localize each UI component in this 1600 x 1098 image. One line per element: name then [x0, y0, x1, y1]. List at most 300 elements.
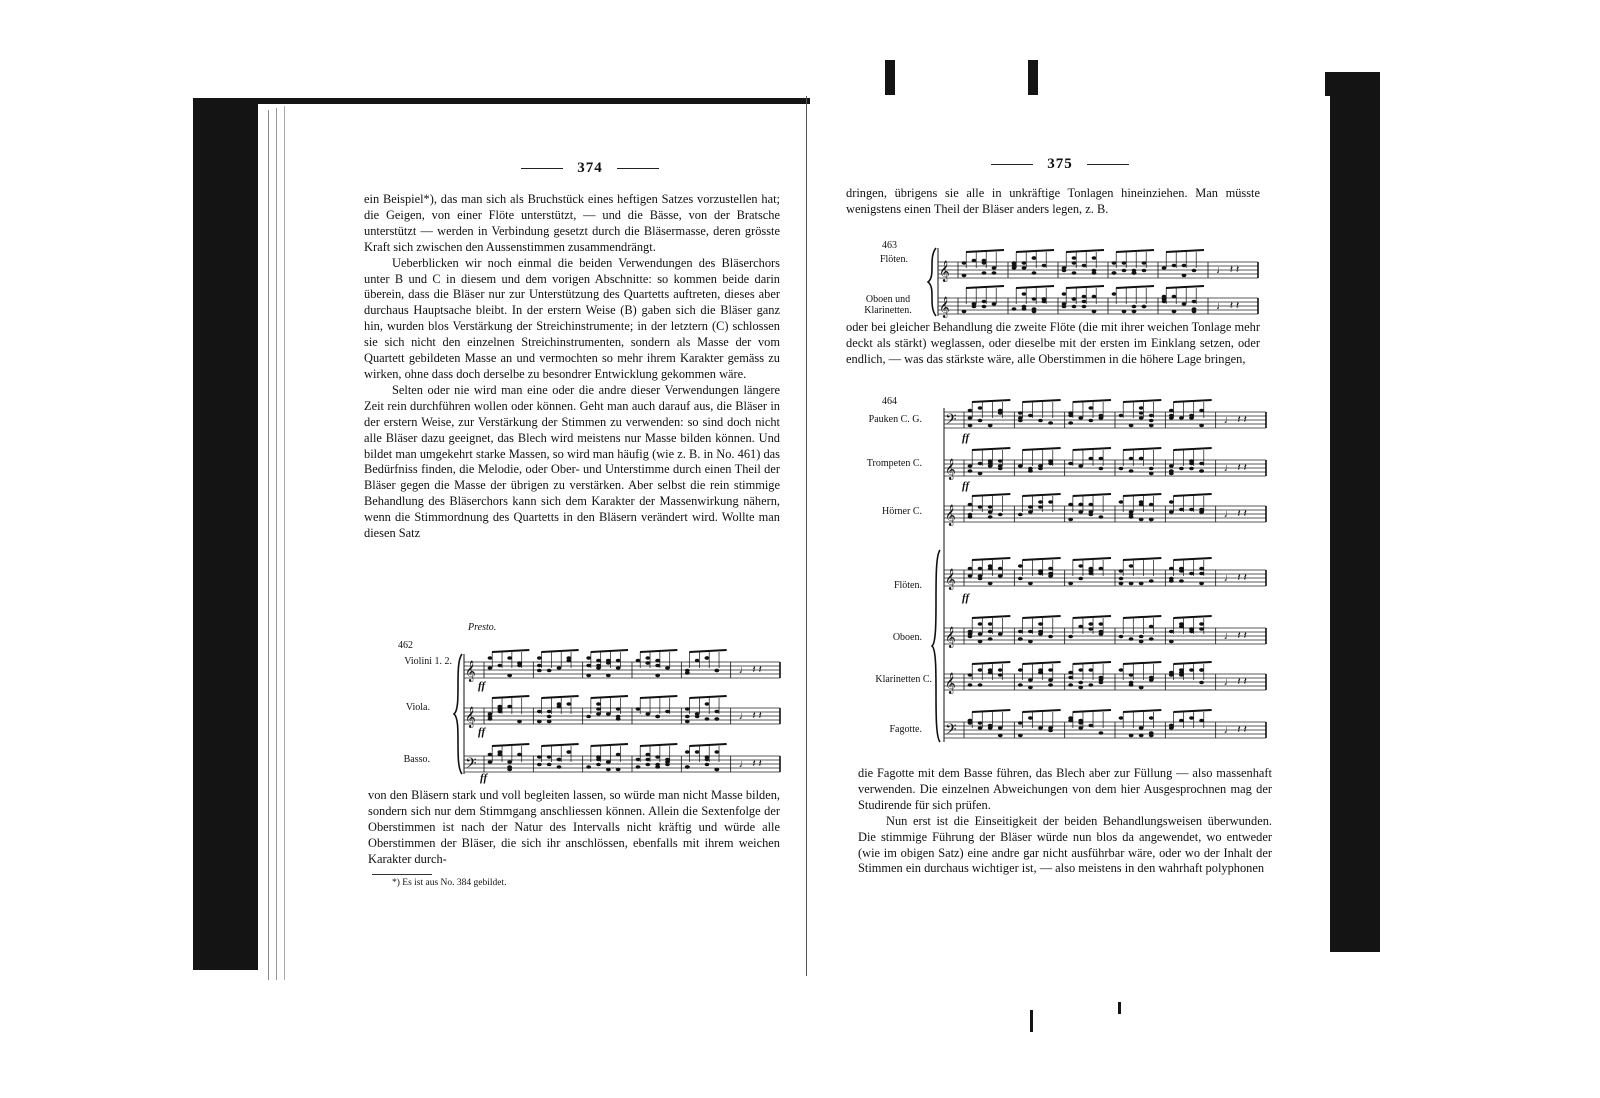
note-head [1068, 414, 1073, 417]
note-head [1182, 274, 1187, 277]
rest-icon: ♩ 𝄽 𝄽 [1223, 414, 1247, 426]
note-head [685, 720, 690, 723]
note-head [988, 464, 993, 467]
note-head [1162, 297, 1167, 300]
note-head [1068, 582, 1073, 585]
note-head [566, 702, 571, 705]
note-head [998, 734, 1003, 737]
note-head [1038, 622, 1043, 625]
note-head [1189, 462, 1194, 465]
note-head [1099, 414, 1104, 417]
note-head [1099, 630, 1104, 633]
note-head [705, 717, 710, 720]
note-head [1032, 256, 1037, 259]
note-head [1189, 508, 1194, 511]
note-head [1189, 467, 1194, 470]
staff-label-viola: Viola. [405, 702, 430, 713]
note-head [507, 674, 512, 677]
staff-label-floeten: Flöten. [879, 254, 908, 265]
note-head [1199, 424, 1204, 427]
note-head [1129, 673, 1134, 676]
paragraph: von den Bläsern stark und voll begleiten lassen, so würde man nicht Masse bilden, sondern sich nur dem Stimmgang anschliessen können. Allein die Sextenfolge der Oberstimmen ist nach der Natur des Intervalls nicht kräftig und würde alle Oberstimmen der Bläser, die sich ihr anschlössen, ebenfalls mit ihrem weichen Karakter durch- [368, 788, 780, 866]
note-head [1082, 305, 1087, 308]
note-head [655, 674, 660, 677]
note-head [1129, 515, 1134, 518]
note-head [1032, 310, 1037, 313]
note-head [1199, 627, 1204, 630]
note-head [547, 715, 552, 718]
note-head [1099, 567, 1104, 570]
note-head [978, 726, 983, 729]
note-head [488, 760, 493, 763]
note-head [1068, 503, 1073, 506]
note-head [1119, 500, 1124, 503]
note-head [1179, 719, 1184, 722]
note-head [1038, 500, 1043, 503]
note-head [1078, 686, 1083, 689]
note-head [1139, 503, 1144, 506]
note-head [488, 717, 493, 720]
note-head [1062, 305, 1067, 308]
note-head [1192, 269, 1197, 272]
note-head [566, 750, 571, 753]
note-head [1189, 572, 1194, 575]
staff-label-klarinetten: Klarinetten C. [875, 674, 932, 685]
note-head [606, 674, 611, 677]
note-head [1018, 419, 1023, 422]
note-head [1199, 622, 1204, 625]
note-head [1068, 683, 1073, 686]
note-head [1122, 269, 1127, 272]
note-head [968, 464, 973, 467]
footnote: *) Es ist aus No. 384 gebildet. [392, 878, 507, 888]
note-head [978, 567, 983, 570]
note-head [1149, 716, 1154, 719]
note-head [606, 768, 611, 771]
clef-icon: 𝄞 [945, 569, 956, 590]
clef-icon: 𝄞 [939, 297, 950, 318]
note-head [566, 656, 571, 659]
note-head [972, 259, 977, 262]
note-head [695, 659, 700, 662]
note-head [1078, 564, 1083, 567]
clef-icon: 𝄢 [945, 721, 957, 742]
note-head [1139, 726, 1144, 729]
staff-label-oboen: Oboen. [892, 632, 922, 643]
note-head [685, 707, 690, 710]
note-head [1028, 640, 1033, 643]
note-head [1048, 729, 1053, 732]
note-head [645, 753, 650, 756]
note-head [1199, 582, 1204, 585]
note-head [1149, 579, 1154, 582]
note-head [978, 505, 983, 508]
note-head [1028, 510, 1033, 513]
note-head [714, 750, 719, 753]
note-head [714, 717, 719, 720]
page-number-left: 374 [470, 160, 710, 177]
note-head [1199, 681, 1204, 684]
note-head [1149, 678, 1154, 681]
note-head [988, 424, 993, 427]
note-head [1018, 630, 1023, 633]
staff-trompeten [944, 448, 1266, 480]
note-head [1078, 668, 1083, 671]
note-head [1048, 683, 1053, 686]
note-head [1139, 518, 1144, 521]
gutter [806, 96, 807, 976]
dynamic-mark: ff [478, 680, 486, 692]
note-head [1189, 630, 1194, 633]
note-head [978, 406, 983, 409]
note-head [1169, 409, 1174, 412]
note-head [1139, 686, 1144, 689]
note-head [1139, 411, 1144, 414]
note-head [1132, 305, 1137, 308]
note-head [1199, 572, 1204, 575]
left-after-example-text [368, 788, 780, 868]
note-head [1099, 515, 1104, 518]
book-cover-right [1325, 72, 1380, 952]
note-head [1129, 637, 1134, 640]
note-head [988, 564, 993, 567]
note-head [665, 666, 670, 669]
note-head [1172, 264, 1177, 267]
note-head [596, 702, 601, 705]
clef-icon: 𝄞 [945, 627, 956, 648]
note-head [655, 715, 660, 718]
note-head [586, 765, 591, 768]
note-head [1062, 269, 1067, 272]
note-head [1068, 671, 1073, 674]
note-head [1018, 721, 1023, 724]
staff-floeten [938, 250, 1258, 282]
score-system-464 [938, 400, 1268, 752]
note-head [982, 261, 987, 264]
stray-mark [1118, 1002, 1121, 1014]
note-head [968, 515, 973, 518]
right-middle-text [846, 320, 1260, 368]
note-head [1028, 469, 1033, 472]
paragraph: dringen, übrigens sie alle in unkräftige Tonlagen hineinziehen. Man müsste wenigstens einen Theil der Bläser anders legen, z. B. [846, 186, 1260, 216]
note-head [1149, 625, 1154, 628]
dynamic-mark: ff [962, 592, 970, 604]
note-head [1028, 505, 1033, 508]
staff-label-basso: Basso. [403, 754, 430, 765]
note-head [972, 302, 977, 305]
note-head [978, 632, 983, 635]
note-head [1038, 671, 1043, 674]
clef-icon: 𝄢 [945, 411, 957, 432]
clef-icon: 𝄞 [939, 261, 950, 282]
note-head [1182, 302, 1187, 305]
page-edge-lines [268, 110, 269, 980]
note-head [1169, 640, 1174, 643]
note-head [507, 705, 512, 708]
note-head [1099, 467, 1104, 470]
note-head [1139, 582, 1144, 585]
note-head [1169, 724, 1174, 727]
rest-icon: ♩ 𝄽 𝄽 [738, 664, 762, 676]
note-head [1048, 462, 1053, 465]
dynamic-mark: ff [480, 772, 488, 784]
note-head [1179, 508, 1184, 511]
note-head [497, 710, 502, 713]
note-head [714, 710, 719, 713]
note-head [1038, 419, 1043, 422]
rest-icon: ♩ 𝄽 𝄽 [1223, 724, 1247, 736]
note-head [978, 419, 983, 422]
note-head [1082, 295, 1087, 298]
note-head [1092, 310, 1097, 313]
note-head [636, 659, 641, 662]
note-head [1199, 462, 1204, 465]
note-head [992, 302, 997, 305]
note-head [695, 712, 700, 715]
note-head [1078, 510, 1083, 513]
music-example-463 [846, 222, 1266, 322]
right-intro-text [846, 186, 1260, 218]
staff-oboen-klarinetten [938, 286, 1258, 318]
note-head [1048, 678, 1053, 681]
paragraph: Selten oder nie wird man eine oder die andre dieser Verwendungen längere Zeit rein durchführen wollen oder können. Geht man auch darauf aus, die Bläser in der erstern Weise, zur Verstärkung der Stimmen zu verwenden: so sind doch nicht alle Bläser dazu geeignet, das Blech wird meistens nur Masse bilden können. Und bildet man umgekehrt starke Massen, so wird man häufig (wie z. B. in No. 461) das Bedürfniss finden, die Melodie, oder Ober- und Unterstimme durch einen Theil der Bläser gegen die Masse der übrigen zu verstärken. Aber selbst die rein stimmige Behandlung des Bläserchors kann sich dem Karakter der Massenwirkung nähern, wenn die Stimmordnung des Quartetts in den Bläsern verändert wird. Wollte man diesen Satz [364, 382, 780, 541]
note-head [1139, 406, 1144, 409]
note-head [1088, 457, 1093, 460]
note-head [1189, 716, 1194, 719]
clef-icon: 𝄞 [945, 459, 956, 480]
note-head [1119, 635, 1124, 638]
note-head [968, 635, 973, 638]
note-head [1072, 271, 1077, 274]
note-head [1078, 721, 1083, 724]
note-head [645, 712, 650, 715]
note-head [1088, 406, 1093, 409]
note-head [1132, 269, 1137, 272]
note-head [1038, 464, 1043, 467]
note-head [616, 753, 621, 756]
note-head [1048, 567, 1053, 570]
note-head [1068, 518, 1073, 521]
note-head [1122, 261, 1127, 264]
rest-icon: ♩ 𝄽 𝄽 [1216, 300, 1240, 312]
note-head [1129, 457, 1134, 460]
note-head [1022, 292, 1027, 295]
bookmark-ribbon-2 [1028, 60, 1038, 95]
note-head [1149, 518, 1154, 521]
note-head [1078, 416, 1083, 419]
example-number: 463 [882, 240, 897, 251]
note-head [1149, 424, 1154, 427]
note-head [978, 622, 983, 625]
note-head [1072, 305, 1077, 308]
note-head [586, 715, 591, 718]
note-head [1018, 734, 1023, 737]
note-head [537, 656, 542, 659]
note-head [636, 707, 641, 710]
note-head [988, 582, 993, 585]
note-head [645, 763, 650, 766]
note-head [988, 622, 993, 625]
brace-icon [454, 654, 462, 774]
note-head [1068, 421, 1073, 424]
note-head [1099, 622, 1104, 625]
note-head [1022, 307, 1027, 310]
note-head [1179, 416, 1184, 419]
note-head [978, 577, 983, 580]
note-head [537, 669, 542, 672]
note-head [596, 707, 601, 710]
staff-floeten [944, 558, 1266, 590]
note-head [1099, 731, 1104, 734]
note-head [586, 674, 591, 677]
note-head [497, 750, 502, 753]
note-head [1028, 686, 1033, 689]
note-head [968, 424, 973, 427]
staff-label-fagotte: Fagotte. [889, 724, 922, 735]
note-head [488, 753, 493, 756]
note-head [537, 763, 542, 766]
note-head [1068, 676, 1073, 679]
note-head [1032, 271, 1037, 274]
rest-icon: ♩ 𝄽 𝄽 [1223, 508, 1247, 520]
note-head [1018, 464, 1023, 467]
note-head [1139, 635, 1144, 638]
paragraph: Nun erst ist die Einseitigkeit der beiden Behandlungsweisen überwunden. Die stimmige Führung der Bläser würde nun blos da angewendet, wo entweder (wie im obigen Satz) eine andre gar nicht ausführbar wäre, oder wo der Inhalt der Stimmen ein durchaus wichtiger ist, — also meistens in den wahrhaft polyphonen [858, 813, 1272, 876]
note-head [1112, 292, 1117, 295]
tempo-marking: Presto. [468, 622, 497, 633]
note-head [1092, 256, 1097, 259]
note-head [1092, 295, 1097, 298]
note-head [1149, 419, 1154, 422]
note-head [992, 271, 997, 274]
note-head [616, 717, 621, 720]
note-head [1179, 467, 1184, 470]
note-head [1078, 464, 1083, 467]
note-head [1088, 627, 1093, 630]
book-cover-left [193, 98, 265, 970]
note-head [665, 760, 670, 763]
note-head [1199, 719, 1204, 722]
note-head [1149, 467, 1154, 470]
note-head [1078, 681, 1083, 684]
note-head [1129, 424, 1134, 427]
note-head [1012, 264, 1017, 267]
note-head [988, 630, 993, 633]
note-head [1119, 577, 1124, 580]
note-head [537, 720, 542, 723]
note-head [988, 510, 993, 513]
note-head [1048, 421, 1053, 424]
note-head [616, 707, 621, 710]
note-head [988, 459, 993, 462]
note-head [488, 666, 493, 669]
note-head [1172, 295, 1177, 298]
note-head [968, 574, 973, 577]
note-head [685, 765, 690, 768]
note-head [1199, 668, 1204, 671]
note-head [636, 758, 641, 761]
staff-label-hoerner: Hörner C. [882, 506, 922, 517]
rest-icon: ♩ 𝄽 𝄽 [1223, 462, 1247, 474]
note-head [695, 750, 700, 753]
note-head [988, 515, 993, 518]
note-head [1179, 567, 1184, 570]
note-head [655, 664, 660, 667]
note-head [1072, 297, 1077, 300]
note-head [1192, 300, 1197, 303]
note-head [1018, 577, 1023, 580]
note-head [1182, 264, 1187, 267]
brace-icon [928, 248, 936, 316]
note-head [998, 632, 1003, 635]
note-head [1028, 582, 1033, 585]
note-head [982, 300, 987, 303]
note-head [968, 416, 973, 419]
note-head [1162, 266, 1167, 269]
note-head [1082, 300, 1087, 303]
note-head [1199, 469, 1204, 472]
note-head [1112, 261, 1117, 264]
note-head [1072, 261, 1077, 264]
bookmark-ribbon-1 [885, 60, 895, 95]
note-head [992, 266, 997, 269]
note-head [705, 656, 710, 659]
note-head [1129, 734, 1134, 737]
note-head [962, 274, 967, 277]
note-head [517, 661, 522, 664]
note-head [645, 656, 650, 659]
staff-basso [464, 744, 780, 776]
staff-label-oboen-klarinetten: Oboen und Klarinetten. [864, 294, 912, 316]
note-head [1018, 683, 1023, 686]
left-text-block [364, 192, 780, 542]
note-head [1142, 305, 1147, 308]
footnote-rule [372, 874, 432, 875]
note-head [705, 758, 710, 761]
note-head [1139, 640, 1144, 643]
note-head [1172, 310, 1177, 313]
note-head [507, 656, 512, 659]
note-head [1122, 310, 1127, 313]
note-head [497, 705, 502, 708]
note-head [1119, 668, 1124, 671]
note-head [1169, 671, 1174, 674]
paragraph: Ueberblicken wir noch einmal die beiden Verwendungen des Bläserchors unter B und C in diesem und dem vorigen Abschnitte: so kommen beide darin überein, dass die Bläser nur zur Unterstützung des Quartetts auftreten, dieses aber durchaus Hauptsache bleibt. In der erstern Weise (B) gaben sich die Bläser ganz hin, wurden blos Verstärkung der Streichinstrumente; in der letztern (C) schlossen sie sich nicht den einzelnen Streichinstrumenten, sondern als Masse der vom Quartett gebildeten Masse an und vermochten so mehr ihrem Karakter gemäss zu wirken, ohne dass doch derselbe zu besondrer Entwicklung gekommen wäre. [364, 255, 780, 381]
note-head [655, 755, 660, 758]
note-head [1099, 457, 1104, 460]
note-head [1048, 635, 1053, 638]
note-head [1038, 726, 1043, 729]
note-head [586, 656, 591, 659]
note-head [616, 666, 621, 669]
note-head [1068, 462, 1073, 465]
clef-icon: 𝄞 [945, 505, 956, 526]
note-head [1129, 564, 1134, 567]
stray-mark [1030, 1010, 1033, 1032]
note-head [1082, 264, 1087, 267]
note-head [1179, 625, 1184, 628]
note-head [1099, 678, 1104, 681]
note-head [1022, 266, 1027, 269]
note-head [1199, 409, 1204, 412]
note-head [507, 760, 512, 763]
note-head [1149, 637, 1154, 640]
note-head [705, 702, 710, 705]
note-head [1028, 414, 1033, 417]
note-head [1129, 683, 1134, 686]
note-head [1028, 716, 1033, 719]
note-head [497, 664, 502, 667]
